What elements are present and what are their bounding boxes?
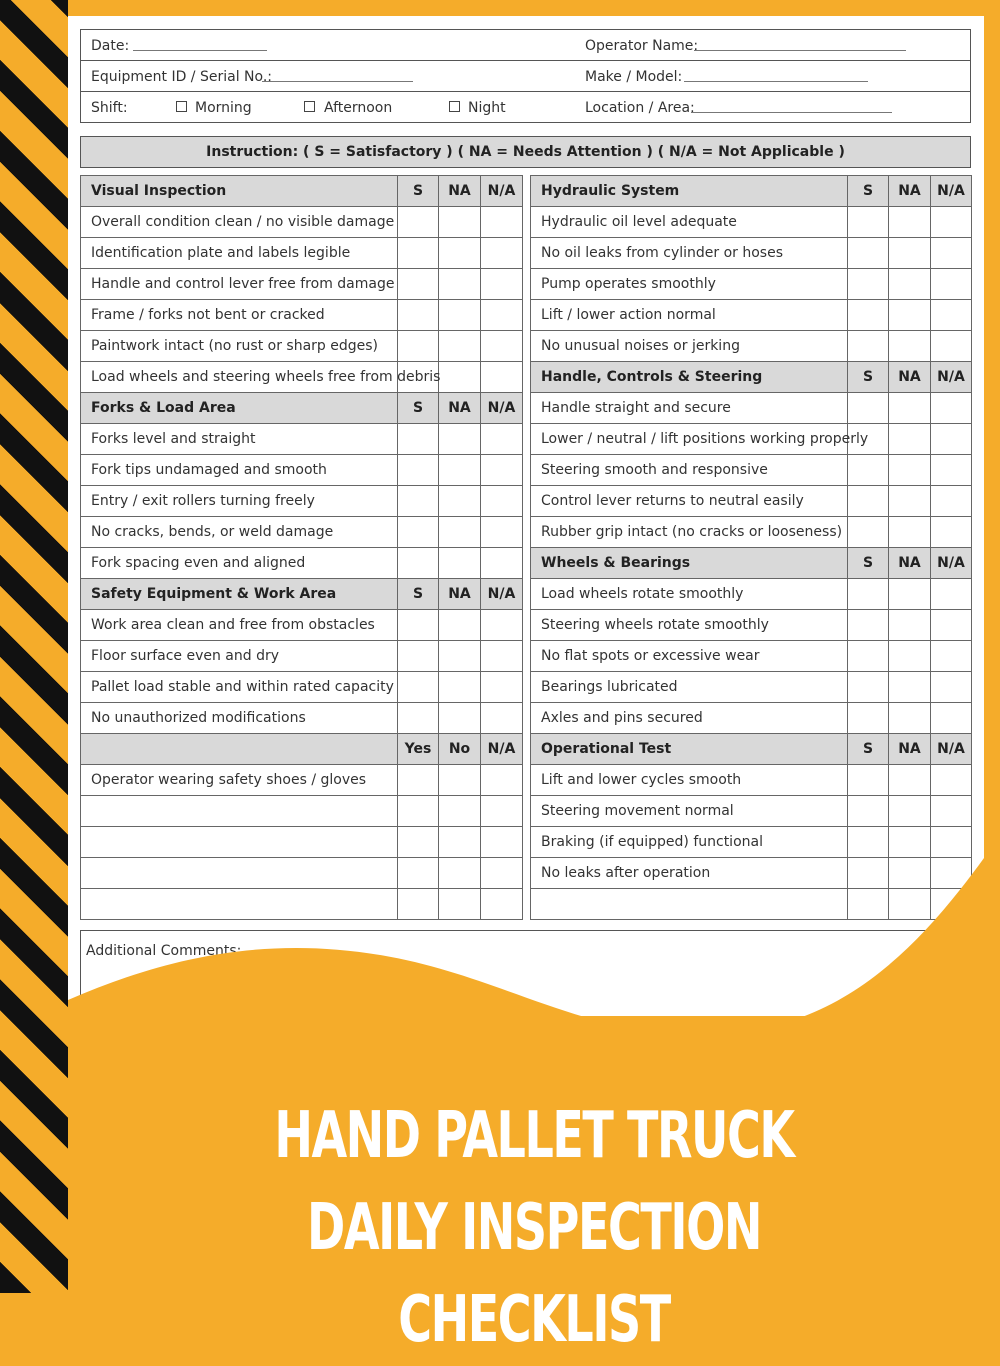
checklist-item-label: Entry / exit rollers turning freely bbox=[81, 486, 398, 517]
column-header: NA bbox=[439, 393, 481, 424]
column-header: S bbox=[398, 176, 439, 207]
checklist-item-label: Lift / lower action normal bbox=[531, 300, 848, 331]
checklist-item-label: Overall condition clean / no visible damage bbox=[81, 207, 398, 238]
column-header: S bbox=[398, 579, 439, 610]
checklist-item-label: Load wheels and steering wheels free from debris bbox=[81, 362, 398, 393]
checklist-item-label: Work area clean and free from obstacles bbox=[81, 610, 398, 641]
operator-name-label: Operator Name: bbox=[585, 38, 699, 54]
location-label: Location / Area: bbox=[585, 100, 695, 116]
column-header: NA bbox=[889, 734, 931, 765]
checklist-item-label: Bearings lubricated bbox=[531, 672, 848, 703]
equipment-id-label: Equipment ID / Serial No.: bbox=[91, 69, 272, 85]
checklist-item-label: No flat spots or excessive wear bbox=[531, 641, 848, 672]
checklist-item-label: Fork spacing even and aligned bbox=[81, 548, 398, 579]
shift-label: Shift: bbox=[91, 100, 128, 116]
checklist-item-label: Steering wheels rotate smoothly bbox=[531, 610, 848, 641]
section-title: Forks & Load Area bbox=[81, 393, 398, 424]
section-title: Visual Inspection bbox=[81, 176, 398, 207]
instruction-bar: Instruction: ( S = Satisfactory ) ( NA = Needs Attention ) ( N/A = Not Applicable ) bbox=[80, 136, 971, 168]
checklist-item-label: Handle straight and secure bbox=[531, 393, 848, 424]
checklist-item-label: Axles and pins secured bbox=[531, 703, 848, 734]
shift-night-label: Night bbox=[468, 100, 506, 116]
column-header: N/A bbox=[931, 734, 972, 765]
section-title: Operational Test bbox=[531, 734, 848, 765]
column-header: S bbox=[848, 548, 889, 579]
checklist-item-label: No unauthorized modifications bbox=[81, 703, 398, 734]
checklist-item-label: Handle and control lever free from damage bbox=[81, 269, 398, 300]
column-header: S bbox=[398, 393, 439, 424]
column-header: N/A bbox=[931, 362, 972, 393]
checklist-item-label: Braking (if equipped) functional bbox=[531, 827, 848, 858]
column-header: N/A bbox=[931, 176, 972, 207]
shift-morning-label: Morning bbox=[195, 100, 252, 116]
section-title: Hydraulic System bbox=[531, 176, 848, 207]
shift-afternoon-label: Afternoon bbox=[324, 100, 393, 116]
checklist-item-label: Fork tips undamaged and smooth bbox=[81, 455, 398, 486]
column-header: S bbox=[848, 734, 889, 765]
checklist-item-label: Floor surface even and dry bbox=[81, 641, 398, 672]
section-title: Safety Equipment & Work Area bbox=[81, 579, 398, 610]
checklist-item-label: Pallet load stable and within rated capacity bbox=[81, 672, 398, 703]
cover-title-line1: HAND PALLET TRUCK DAILY INSPECTION bbox=[274, 1099, 794, 1265]
column-header: No bbox=[439, 734, 481, 765]
column-header: N/A bbox=[481, 579, 523, 610]
checklist-item-label: No leaks after operation bbox=[531, 858, 848, 889]
column-header: NA bbox=[439, 579, 481, 610]
column-header: NA bbox=[889, 548, 931, 579]
additional-comments-label: Additional Comments: bbox=[86, 943, 242, 959]
checklist-item-label: Control lever returns to neutral easily bbox=[531, 486, 848, 517]
checklist-item-label: Pump operates smoothly bbox=[531, 269, 848, 300]
checklist-item-label: Steering movement normal bbox=[531, 796, 848, 827]
column-header: N/A bbox=[931, 548, 972, 579]
checklist-item-label: Hydraulic oil level adequate bbox=[531, 207, 848, 238]
column-header: NA bbox=[889, 176, 931, 207]
checklist-item-label: No oil leaks from cylinder or hoses bbox=[531, 238, 848, 269]
checklist-item-label: Lower / neutral / lift positions working properly bbox=[531, 424, 848, 455]
column-header: NA bbox=[439, 176, 481, 207]
make-model-label: Make / Model: bbox=[585, 69, 683, 85]
column-header: N/A bbox=[481, 393, 523, 424]
checklist-item-label: Lift and lower cycles smooth bbox=[531, 765, 848, 796]
date-label: Date: bbox=[91, 38, 130, 54]
column-header: N/A bbox=[481, 176, 523, 207]
checklist-item-label: Operator wearing safety shoes / gloves bbox=[81, 765, 398, 796]
checklist-item-label: Forks level and straight bbox=[81, 424, 398, 455]
checklist-item-label: Paintwork intact (no rust or sharp edges) bbox=[81, 331, 398, 362]
section-title: Handle, Controls & Steering bbox=[531, 362, 848, 393]
checklist-item-label: No unusual noises or jerking bbox=[531, 331, 848, 362]
cover-title bbox=[198, 1090, 869, 1366]
section-title: Wheels & Bearings bbox=[531, 548, 848, 579]
cover-title-line2: CHECKLIST bbox=[398, 1283, 670, 1357]
checklist-item-label: Rubber grip intact (no cracks or looseness) bbox=[531, 517, 848, 548]
checklist-item-label: Identification plate and labels legible bbox=[81, 238, 398, 269]
checklist-item-label: Frame / forks not bent or cracked bbox=[81, 300, 398, 331]
column-header: S bbox=[848, 362, 889, 393]
column-header: NA bbox=[889, 362, 931, 393]
checklist-item-label: Load wheels rotate smoothly bbox=[531, 579, 848, 610]
column-header: S bbox=[848, 176, 889, 207]
checklist-item-label: Steering smooth and responsive bbox=[531, 455, 848, 486]
column-header: N/A bbox=[481, 734, 523, 765]
column-header: Yes bbox=[398, 734, 439, 765]
checklist-item-label: No cracks, bends, or weld damage bbox=[81, 517, 398, 548]
